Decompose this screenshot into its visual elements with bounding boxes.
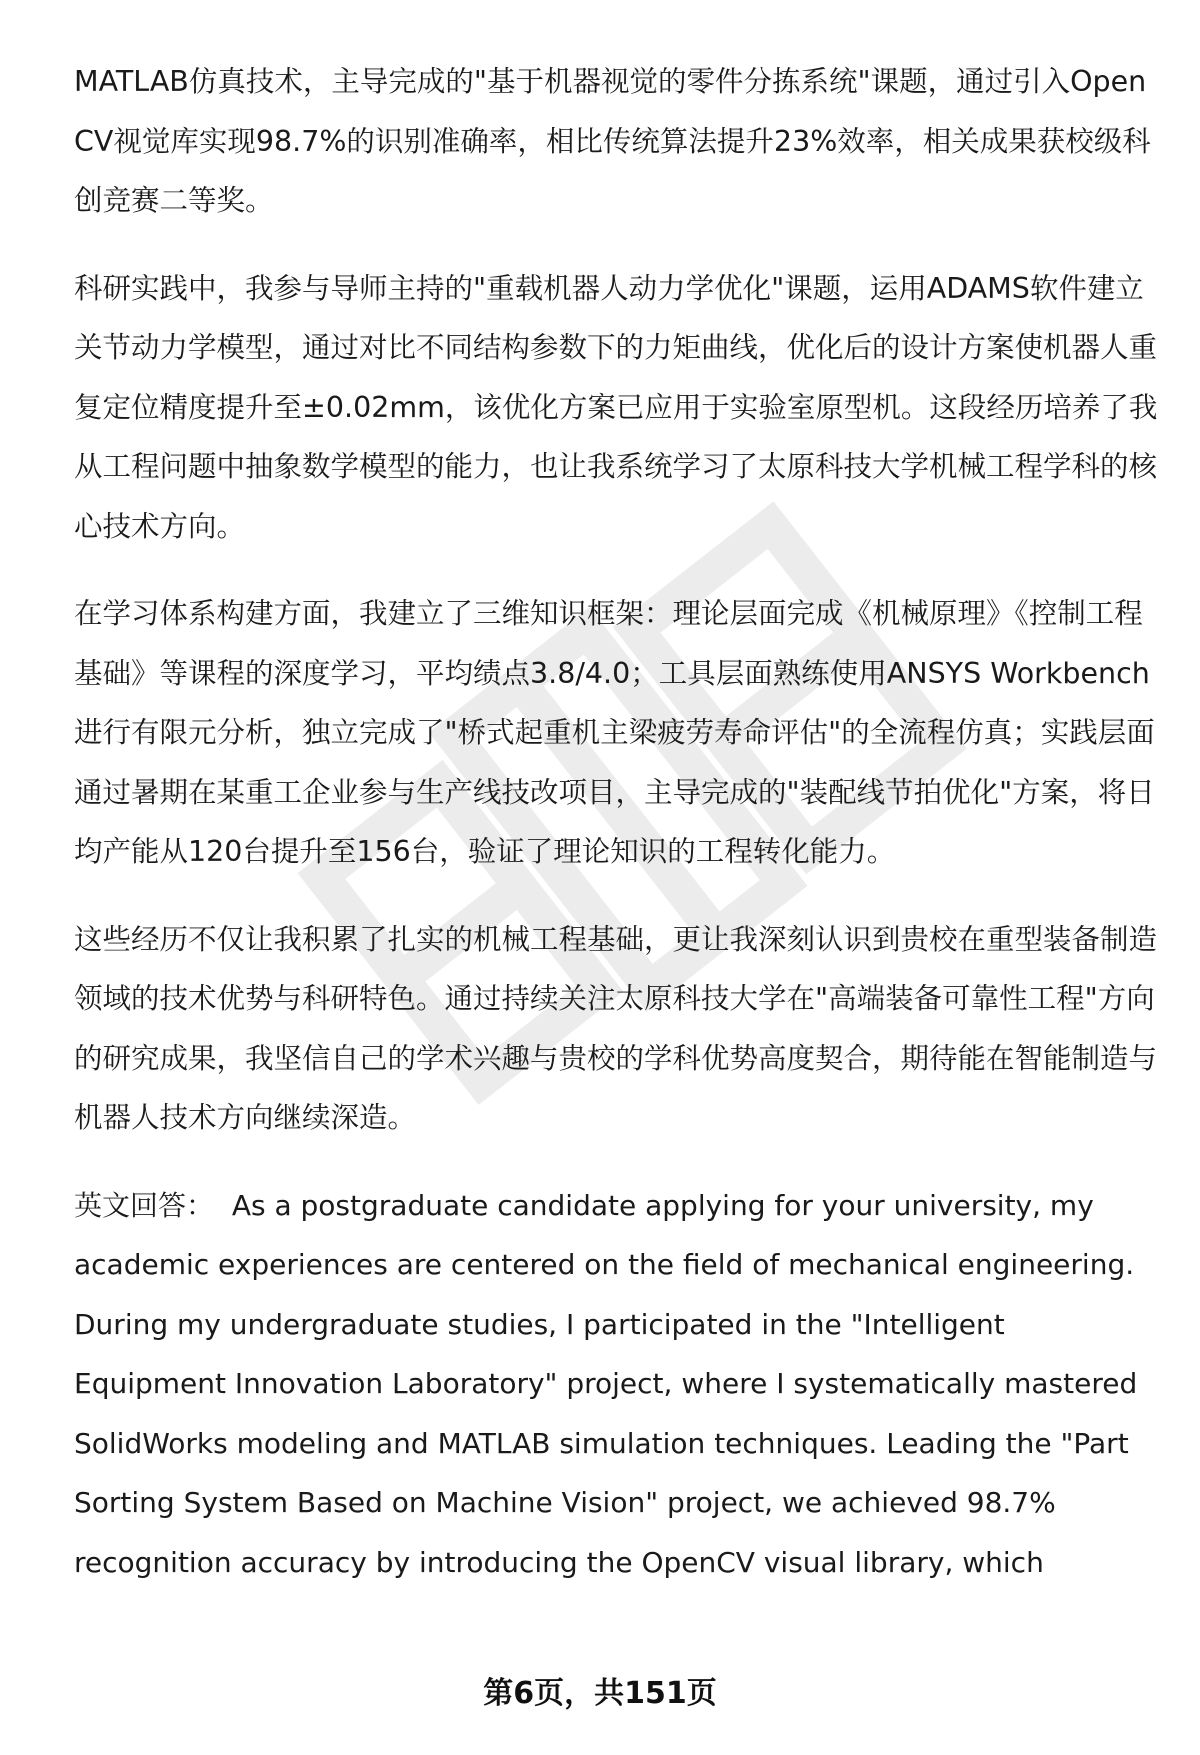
paragraph-3: 在学习体系构建方面，我建立了三维知识框架：理论层面完成《机械原理》《控制工程基础》等课程的深度学习，平均绩点3.8/4.0；工具层面熟练使用ANSYS Workbench进行有限元分析，独立完成了"桥式起重机主梁疲劳寿命评估"的全流程仿真；实践层面通过暑期在某重工企业参与生产线技改项目，主导完成的"装配线节拍优化"方案，将日均产能从120台提升至156台，验证了理论知识的工程转化能力。 — [74, 597, 1155, 868]
paragraph-4: 这些经历不仅让我积累了扎实的机械工程基础，更让我深刻认识到贵校在重型装备制造领域的技术优势与科研特色。通过持续关注太原科技大学在"高端装备可靠性工程"方向的研究成果，我坚信自己的学术兴趣与贵校的学科优势高度契合，期待能在智能制造与机器人技术方向继续深造。 — [74, 922, 1158, 1134]
english-answer-label: 英文回答： — [74, 1188, 215, 1222]
document-body — [74, 52, 1164, 1620]
paragraph-2: 科研实践中，我参与导师主持的"重载机器人动力学优化"课题，运用ADAMS软件建立关节动力学模型，通过对比不同结构参数下的力矩曲线，优化后的设计方案使机器人重复定位精度提升至±0.02mm，该优化方案已应用于实验室原型机。这段经历培养了我从工程问题中抽象数学模型的能力，也让我系统学习了太原科技大学机械工程学科的核心技术方向。 — [74, 271, 1158, 543]
english-answer-text: As a postgraduate candidate applying for your university, my academic experiences are centered on the field of mechanical engineering. During my undergraduate studies, I participated in the "Intelligent Equipment Innovation Laboratory" project, where I systematically mastered SolidWorks modeling and MATLAB simulation techniques. Leading the "Part Sorting System Based on Machine Vision" project, we achieved 98.7% recognition accuracy by introducing the OpenCV visual library, which — [74, 1188, 1138, 1579]
paragraph-1: MATLAB仿真技术，主导完成的"基于机器视觉的零件分拣系统"课题，通过引入OpenCV视觉库实现98.7%的识别准确率，相比传统算法提升23%效率，相关成果获校级科创竞赛二等奖。 — [74, 65, 1151, 217]
english-answer-paragraph — [74, 1176, 1164, 1593]
page-number-footer: 第6页，共151页 — [483, 1676, 717, 1711]
